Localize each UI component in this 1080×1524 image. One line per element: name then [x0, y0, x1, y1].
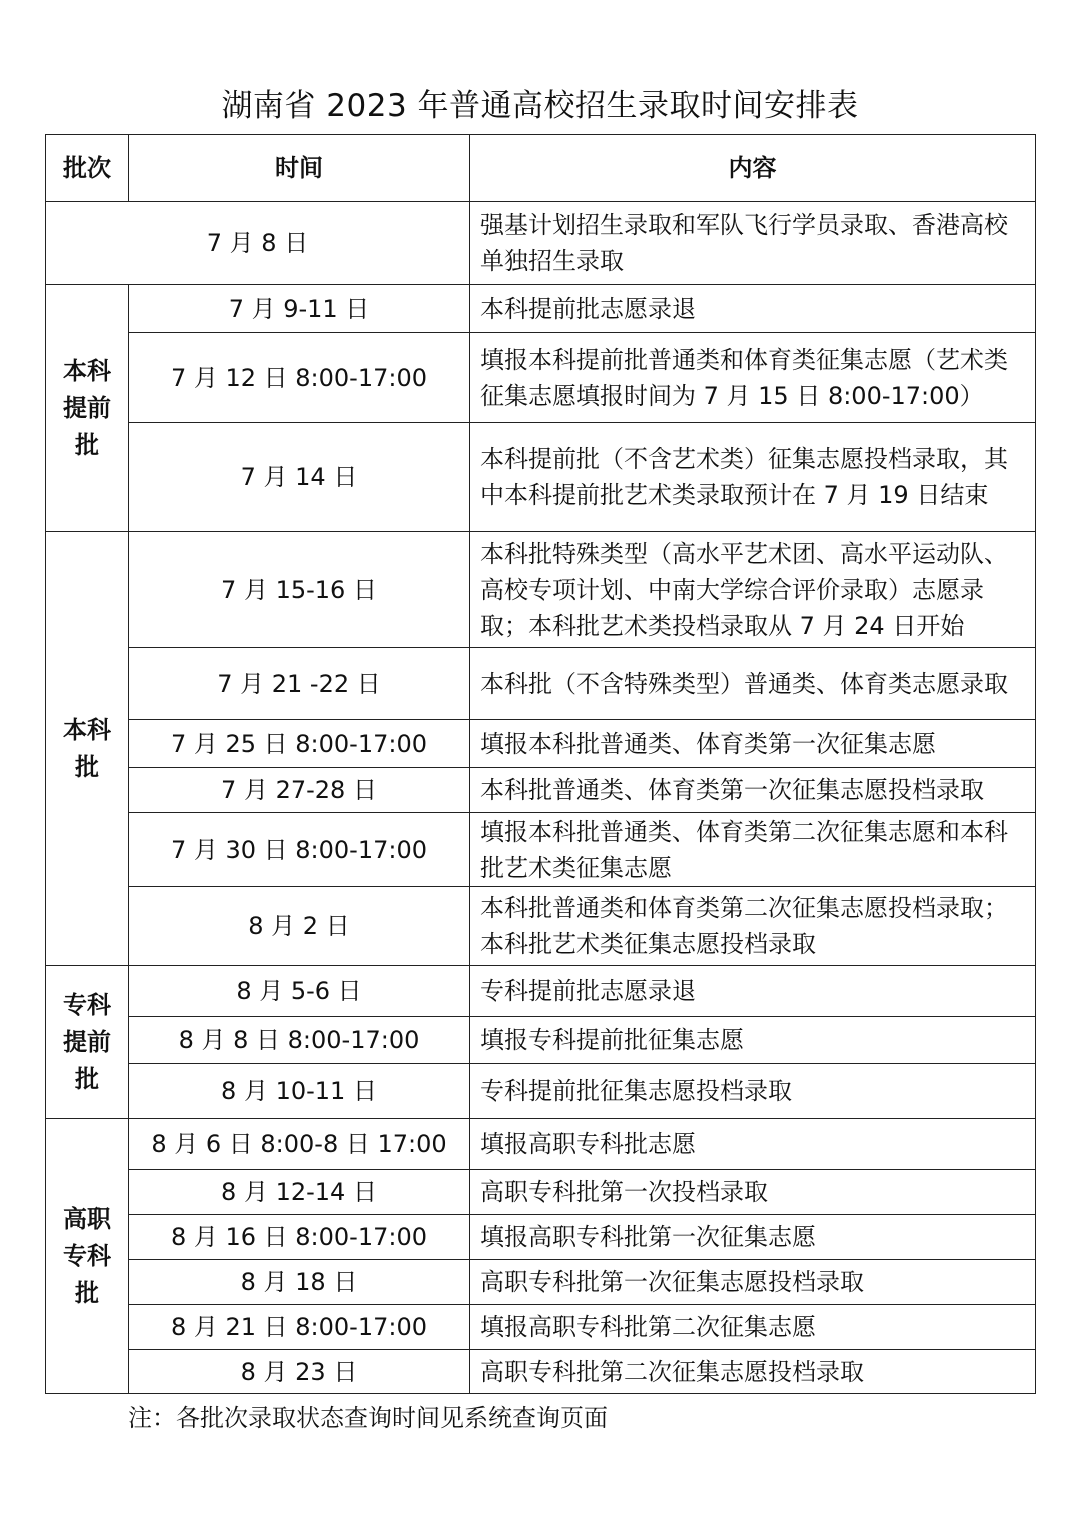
table-row: [46, 1305, 1036, 1350]
table-row: [46, 648, 1036, 720]
content-cell: 本科提前批（不含艺术类）征集志愿投档录取，其中本科提前批艺术类录取预计在 7 月 19 日结束: [470, 423, 1036, 532]
time-cell: 8 月 16 日 8:00-17:00: [129, 1215, 470, 1260]
content-cell: 专科提前批志愿录退: [470, 966, 1036, 1017]
time-cell: 8 月 18 日: [129, 1260, 470, 1305]
content-cell: 填报专科提前批征集志愿: [470, 1017, 1036, 1064]
table-row: [46, 1350, 1036, 1394]
time-cell: 8 月 10-11 日: [129, 1064, 470, 1119]
page-title: 湖南省 2023 年普通高校招生录取时间安排表: [221, 88, 859, 124]
content-cell: 填报本科批普通类、体育类第二次征集志愿和本科批艺术类征集志愿: [470, 813, 1036, 887]
time-cell: 7 月 14 日: [129, 423, 470, 532]
table-row: [46, 202, 1036, 285]
time-cell: 7 月 25 日 8:00-17:00: [129, 720, 470, 768]
table-row: [46, 966, 1036, 1017]
time-cell: 7 月 12 日 8:00-17:00: [129, 333, 470, 423]
time-cell: 7 月 9-11 日: [129, 285, 470, 333]
batch-cell: [46, 532, 129, 966]
content-cell: 本科批普通类、体育类第一次征集志愿投档录取: [470, 768, 1036, 813]
content-cell: 高职专科批第二次征集志愿投档录取: [470, 1350, 1036, 1394]
table-row: [46, 1017, 1036, 1064]
content-cell: 专科提前批征集志愿投档录取: [470, 1064, 1036, 1119]
time-cell: 8 月 12-14 日: [129, 1170, 470, 1215]
content-cell: 本科提前批志愿录退: [470, 285, 1036, 333]
table-row: [46, 285, 1036, 333]
table-row: [46, 813, 1036, 887]
time-cell: 7 月 15-16 日: [129, 532, 470, 648]
table-row: [46, 1260, 1036, 1305]
content-cell: 高职专科批第一次投档录取: [470, 1170, 1036, 1215]
table-header-row: [46, 135, 1036, 202]
content-cell: 本科批特殊类型（高水平艺术团、高水平运动队、高校专项计划、中南大学综合评价录取）志愿录取；本科批艺术类投档录取从 7 月 24 日开始: [470, 532, 1036, 648]
time-cell: 8 月 23 日: [129, 1350, 470, 1394]
header-content: 内容: [470, 135, 1036, 202]
content-cell: 本科批（不含特殊类型）普通类、体育类志愿录取: [470, 648, 1036, 720]
batch-label: 本科批: [63, 715, 111, 781]
time-cell: 7 月 21 -22 日: [129, 648, 470, 720]
footnote: 注：各批次录取状态查询时间见系统查询页面: [128, 1404, 608, 1432]
content-cell: 填报本科提前批普通类和体育类征集志愿（艺术类征集志愿填报时间为 7 月 15 日 8:00-17:00）: [470, 333, 1036, 423]
batch-label: 专科提前批: [63, 990, 111, 1093]
batch-cell: [46, 285, 129, 532]
time-cell: 7 月 27-28 日: [129, 768, 470, 813]
content-cell: 强基计划招生录取和军队飞行学员录取、香港高校单独招生录取: [470, 202, 1036, 285]
batch-label: 高职专科批: [63, 1204, 111, 1307]
content-cell: 填报高职专科批第二次征集志愿: [470, 1305, 1036, 1350]
content-cell: 填报本科批普通类、体育类第一次征集志愿: [470, 720, 1036, 768]
time-cell: 7 月 8 日: [46, 202, 470, 285]
time-cell: 8 月 5-6 日: [129, 966, 470, 1017]
admission-schedule-table: [45, 134, 1036, 1394]
header-batch: 批次: [46, 135, 129, 202]
table-row: [46, 1215, 1036, 1260]
time-cell: 8 月 2 日: [129, 887, 470, 966]
header-time: 时间: [129, 135, 470, 202]
batch-label: 本科提前批: [63, 356, 111, 459]
time-cell: 8 月 6 日 8:00-8 日 17:00: [129, 1119, 470, 1170]
batch-cell: [46, 966, 129, 1119]
table-row: [46, 1170, 1036, 1215]
batch-cell: [46, 1119, 129, 1394]
content-cell: 高职专科批第一次征集志愿投档录取: [470, 1260, 1036, 1305]
table-row: [46, 887, 1036, 966]
time-cell: 8 月 21 日 8:00-17:00: [129, 1305, 470, 1350]
content-cell: 填报高职专科批志愿: [470, 1119, 1036, 1170]
table-row: [46, 423, 1036, 532]
table-row: [46, 532, 1036, 648]
table-row: [46, 1064, 1036, 1119]
table-row: [46, 333, 1036, 423]
content-cell: 填报高职专科批第一次征集志愿: [470, 1215, 1036, 1260]
table-row: [46, 768, 1036, 813]
table-row: [46, 720, 1036, 768]
time-cell: 7 月 30 日 8:00-17:00: [129, 813, 470, 887]
content-cell: 本科批普通类和体育类第二次征集志愿投档录取；本科批艺术类征集志愿投档录取: [470, 887, 1036, 966]
table-row: [46, 1119, 1036, 1170]
time-cell: 8 月 8 日 8:00-17:00: [129, 1017, 470, 1064]
